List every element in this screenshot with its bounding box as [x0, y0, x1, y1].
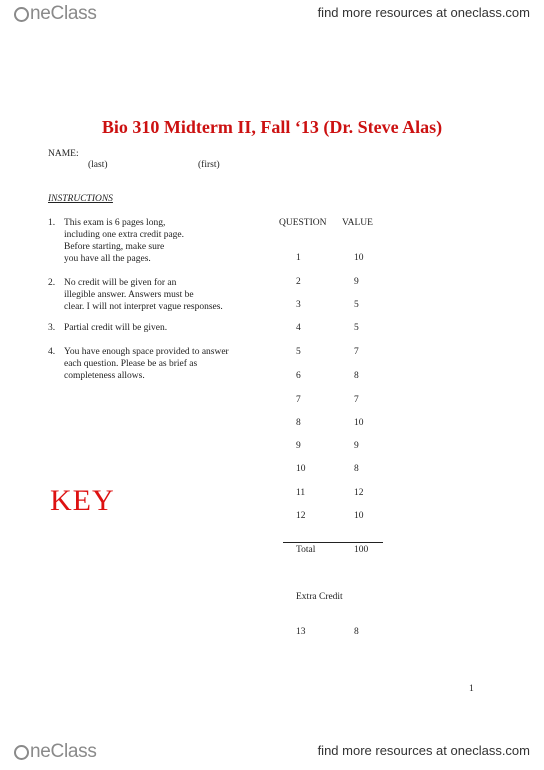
table-row-question: 4 — [296, 323, 301, 333]
instruction-line: Partial credit will be given. — [64, 323, 168, 333]
table-row-question: 3 — [296, 300, 301, 310]
table-row-question: 2 — [296, 277, 301, 287]
total-value: 100 — [354, 545, 369, 555]
table-row-question: 7 — [296, 395, 301, 405]
table-row-value: 10 — [354, 418, 364, 428]
total-label: Total — [296, 545, 316, 555]
extra-credit-label: Extra Credit — [296, 592, 343, 602]
instructions-heading: INSTRUCTIONS — [48, 194, 113, 204]
instruction-line: you have all the pages. — [64, 254, 151, 264]
exam-title: Bio 310 Midterm II, Fall ‘13 (Dr. Steve Alas) — [101, 117, 443, 137]
logo-text: neClass — [30, 741, 97, 762]
table-row-value: 10 — [354, 511, 364, 521]
question-column-header: QUESTION — [279, 218, 327, 228]
table-row-question: 8 — [296, 418, 301, 428]
table-row-value: 8 — [354, 464, 359, 474]
name-label: NAME: — [48, 149, 79, 159]
total-divider — [283, 542, 383, 543]
table-row-value: 10 — [354, 253, 364, 263]
extra-credit-value: 8 — [354, 627, 359, 637]
table-row-value: 7 — [354, 347, 359, 357]
table-row-question: 6 — [296, 371, 301, 381]
instruction-number: 4. — [48, 347, 56, 357]
oneclass-logo[interactable] — [14, 3, 97, 25]
logo-text: neClass — [30, 3, 97, 24]
table-row-value: 9 — [354, 277, 359, 287]
logo-o-icon — [14, 7, 29, 22]
instruction-number: 2. — [48, 278, 56, 288]
table-row-question: 11 — [296, 488, 306, 498]
instruction-line: including one extra credit page. — [64, 230, 185, 240]
first-name-label: (first) — [198, 160, 220, 170]
instruction-line: completeness allows. — [64, 371, 145, 381]
instruction-line: each question. Please be as brief as — [64, 359, 198, 369]
table-row-value: 8 — [354, 371, 359, 381]
last-name-label: (last) — [88, 160, 108, 170]
table-row-value: 9 — [354, 441, 359, 451]
instruction-line: You have enough space provided to answer — [64, 347, 229, 357]
table-row-question: 1 — [296, 253, 301, 263]
instruction-number: 1. — [48, 218, 56, 228]
page-number: 1 — [469, 684, 474, 694]
table-row-value: 5 — [354, 323, 359, 333]
table-row-question: 5 — [296, 347, 301, 357]
instruction-line: No credit will be given for an — [64, 278, 177, 288]
logo-o-icon — [14, 745, 29, 760]
table-row-value: 7 — [354, 395, 359, 405]
answer-key-stamp: KEY — [50, 484, 115, 517]
extra-credit-question: 13 — [296, 627, 306, 637]
footer-resources-link[interactable]: find more resources at oneclass.com — [317, 743, 530, 758]
table-row-value: 5 — [354, 300, 359, 310]
table-row-value: 12 — [354, 488, 364, 498]
oneclass-logo[interactable] — [14, 741, 97, 763]
header-resources-link[interactable]: find more resources at oneclass.com — [317, 5, 530, 20]
instruction-line: This exam is 6 pages long, — [64, 218, 166, 228]
instruction-line: clear. I will not interpret vague responses. — [64, 302, 223, 312]
table-row-question: 10 — [296, 464, 306, 474]
instruction-line: illegible answer. Answers must be — [64, 290, 194, 300]
table-row-question: 9 — [296, 441, 301, 451]
instruction-number: 3. — [48, 323, 56, 333]
page-header — [0, 0, 544, 28]
table-row-question: 12 — [296, 511, 306, 521]
page-footer — [0, 738, 544, 770]
value-column-header: VALUE — [342, 218, 373, 228]
instruction-line: Before starting, make sure — [64, 242, 165, 252]
